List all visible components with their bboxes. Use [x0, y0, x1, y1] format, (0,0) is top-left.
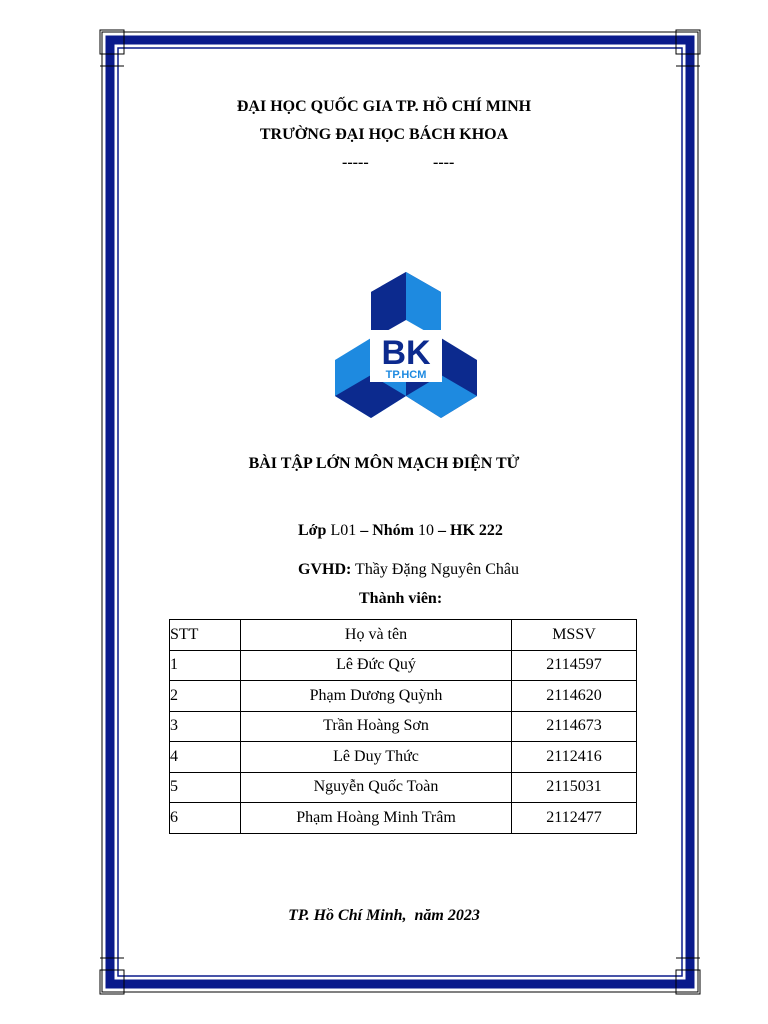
logo-text-bk: BK — [381, 334, 431, 372]
class-separator-1: – — [360, 522, 369, 539]
logo-text-tphcm: TP.HCM — [385, 369, 427, 381]
class-separator-2: – — [438, 522, 446, 539]
instructor-label: GVHD: — [298, 561, 352, 578]
row-name: Trần Hoàng Sơn — [241, 711, 512, 742]
footer-place-date: TP. Hồ Chí Minh, năm 2023 — [288, 907, 480, 924]
group-label: Nhóm — [372, 522, 414, 539]
assignment-title: BÀI TẬP LỚN MÔN MẠCH ĐIỆN TỬ — [248, 455, 520, 472]
header-stt: STT — [170, 620, 241, 651]
table-row — [170, 650, 637, 681]
row-stt: 4 — [170, 742, 241, 773]
members-table — [169, 619, 637, 834]
row-stt: 3 — [170, 711, 241, 742]
university-name: ĐẠI HỌC QUỐC GIA TP. HỒ CHÍ MINH — [236, 98, 532, 115]
row-stt: 6 — [170, 803, 241, 834]
group-value: 10 — [418, 522, 434, 539]
row-mssv: 2112477 — [512, 803, 637, 834]
class-value: L01 — [330, 522, 357, 539]
table-row — [170, 803, 637, 834]
row-name: Lê Duy Thức — [241, 742, 512, 773]
row-stt: 5 — [170, 772, 241, 803]
instructor-line — [298, 561, 519, 579]
row-stt: 1 — [170, 650, 241, 681]
table-row — [170, 772, 637, 803]
class-info-line — [298, 522, 503, 540]
header-name: Họ và tên — [241, 620, 512, 651]
row-mssv: 2114673 — [512, 711, 637, 742]
table-row — [170, 711, 637, 742]
row-name: Phạm Hoàng Minh Trâm — [241, 803, 512, 834]
row-mssv: 2112416 — [512, 742, 637, 773]
semester: HK 222 — [450, 522, 503, 539]
row-mssv: 2115031 — [512, 772, 637, 803]
table-header-row — [170, 620, 637, 651]
row-name: Nguyễn Quốc Toàn — [241, 772, 512, 803]
table-row — [170, 681, 637, 712]
row-name: Phạm Dương Quỳnh — [241, 681, 512, 712]
divider-dashes-left: ----- — [342, 154, 369, 171]
header-mssv: MSSV — [512, 620, 637, 651]
row-mssv: 2114620 — [512, 681, 637, 712]
table-row — [170, 742, 637, 773]
class-label: Lớp — [298, 522, 327, 539]
divider-dashes-right: ---- — [433, 154, 455, 171]
row-stt: 2 — [170, 681, 241, 712]
members-label: Thành viên: — [359, 590, 443, 607]
school-name: TRƯỜNG ĐẠI HỌC BÁCH KHOA — [259, 126, 509, 143]
row-name: Lê Đức Quý — [241, 650, 512, 681]
row-mssv: 2114597 — [512, 650, 637, 681]
instructor-name: Thầy Đặng Nguyên Châu — [355, 561, 520, 578]
